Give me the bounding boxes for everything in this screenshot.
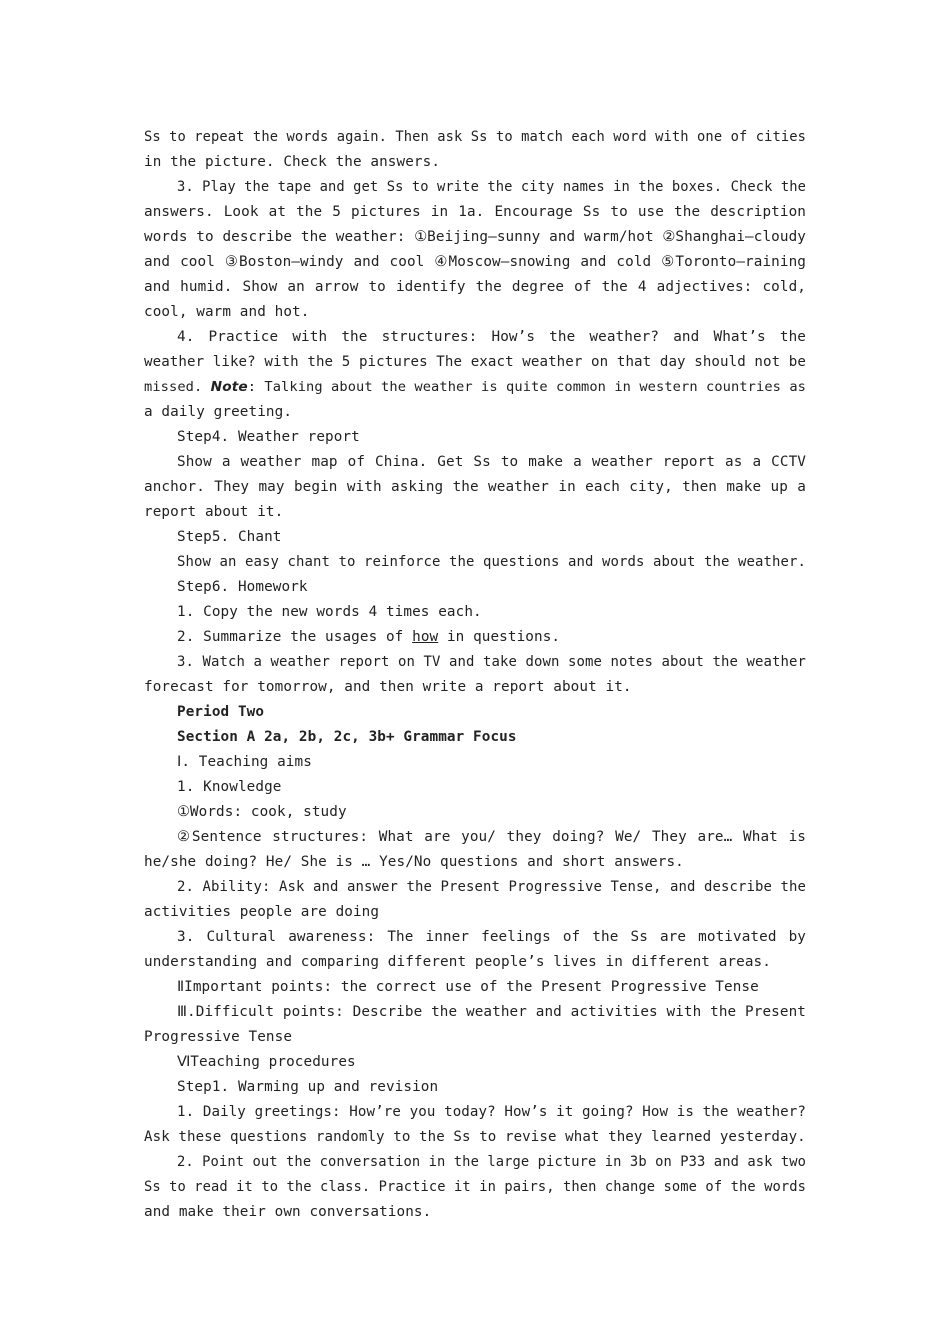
- step-heading: Step4. Weather report: [177, 429, 360, 445]
- paragraph-line: Ss to repeat the words again. Then ask Ss to match each word with one of cities: [144, 129, 806, 145]
- period-heading: Period Two: [177, 704, 265, 720]
- paragraph-line: Show a weather map of China. Get Ss to make a weather report as a CCTV: [177, 454, 806, 470]
- paragraph-line: and cool ③Boston—windy and cool ④Moscow—snowing and cold ⑤Toronto—raining: [144, 254, 806, 270]
- paragraph-line: Show an easy chant to reinforce the questions and words about the weather.: [177, 554, 807, 570]
- note-line-before: missed.: [144, 379, 211, 395]
- step-heading: Step1. Warming up and revision: [177, 1079, 439, 1095]
- paragraph-line: forecast for tomorrow, and then write a report about it.: [144, 679, 632, 695]
- paragraph-line: Ⅲ.Difficult points: Describe the weather and activities with the Present: [177, 1004, 806, 1020]
- paragraph-line: a daily greeting.: [144, 404, 293, 420]
- note-line-after: : Talking about the weather is quite common in western countries as: [247, 379, 806, 395]
- paragraph-line: in the picture. Check the answers.: [144, 154, 441, 170]
- paragraph-line: weather like? with the 5 pictures The exact weather on that day should not be: [144, 354, 806, 370]
- paragraph-line: 2. Point out the conversation in the large picture in 3b on P33 and ask two: [177, 1154, 807, 1170]
- paragraph-line: words to describe the weather: ①Beijing—sunny and warm/hot ②Shanghai—cloudy: [144, 229, 806, 245]
- paragraph-line: 3. Cultural awareness: The inner feelings of the Ss are motivated by: [177, 929, 806, 945]
- paragraph-line: Ⅰ. Teaching aims: [177, 754, 312, 770]
- paragraph-line: cool, warm and hot.: [144, 304, 310, 320]
- paragraph-line: Progressive Tense: [144, 1029, 293, 1045]
- how-line-after: in questions.: [438, 629, 561, 645]
- paragraph-line: ①Words: cook, study: [177, 804, 347, 820]
- paragraph-line: 3. Watch a weather report on TV and take down some notes about the weather: [177, 654, 807, 670]
- paragraph-line: and make their own conversations.: [144, 1204, 432, 1220]
- paragraph-line: and humid. Show an arrow to identify the degree of the 4 adjectives: cold,: [144, 279, 806, 295]
- paragraph-line: ⅥTeaching procedures: [177, 1054, 356, 1070]
- paragraph-line: Ask these questions randomly to the Ss to revise what they learned yesterday.: [144, 1129, 806, 1145]
- paragraph-line: 1. Daily greetings: How’re you today? How’s it going? How is the weather?: [177, 1104, 806, 1120]
- note-line: [144, 375, 806, 400]
- step-heading: Step6. Homework: [177, 579, 308, 595]
- homework-how-line: [177, 625, 806, 650]
- paragraph-line: answers. Look at the 5 pictures in 1a. Encourage Ss to use the description: [144, 204, 806, 220]
- how-line-before: 2. Summarize the usages of: [177, 629, 413, 645]
- paragraph-line: 4. Practice with the structures: How’s the weather? and What’s the: [177, 329, 806, 345]
- paragraph-line: he/she doing? He/ She is … Yes/No questions and short answers.: [144, 854, 684, 870]
- paragraph-line: report about it.: [144, 504, 284, 520]
- how-word: how: [412, 629, 439, 645]
- paragraph-line: Ss to read it to the class. Practice it in pairs, then change some of the words: [144, 1179, 806, 1195]
- paragraph-line: anchor. They may begin with asking the weather in each city, then make up a: [144, 479, 806, 495]
- paragraph-line: understanding and comparing different people’s lives in different areas.: [144, 954, 771, 970]
- note-label: Note: [210, 379, 248, 395]
- paragraph-line: 3. Play the tape and get Ss to write the city names in the boxes. Check the: [177, 179, 807, 195]
- paragraph-line: 2. Ability: Ask and answer the Present Progressive Tense, and describe the: [177, 879, 807, 895]
- paragraph-line: ②Sentence structures: What are you/ they doing? We/ They are… What is: [177, 829, 806, 845]
- step-heading: Step5. Chant: [177, 529, 282, 545]
- paragraph-line: 1. Knowledge: [177, 779, 282, 795]
- paragraph-line: activities people are doing: [144, 904, 380, 920]
- paragraph-line: ⅡImportant points: the correct use of the Present Progressive Tense: [177, 979, 759, 995]
- paragraph-line: 1. Copy the new words 4 times each.: [177, 604, 482, 620]
- section-heading: Section A 2a, 2b, 2c, 3b+ Grammar Focus: [177, 729, 517, 745]
